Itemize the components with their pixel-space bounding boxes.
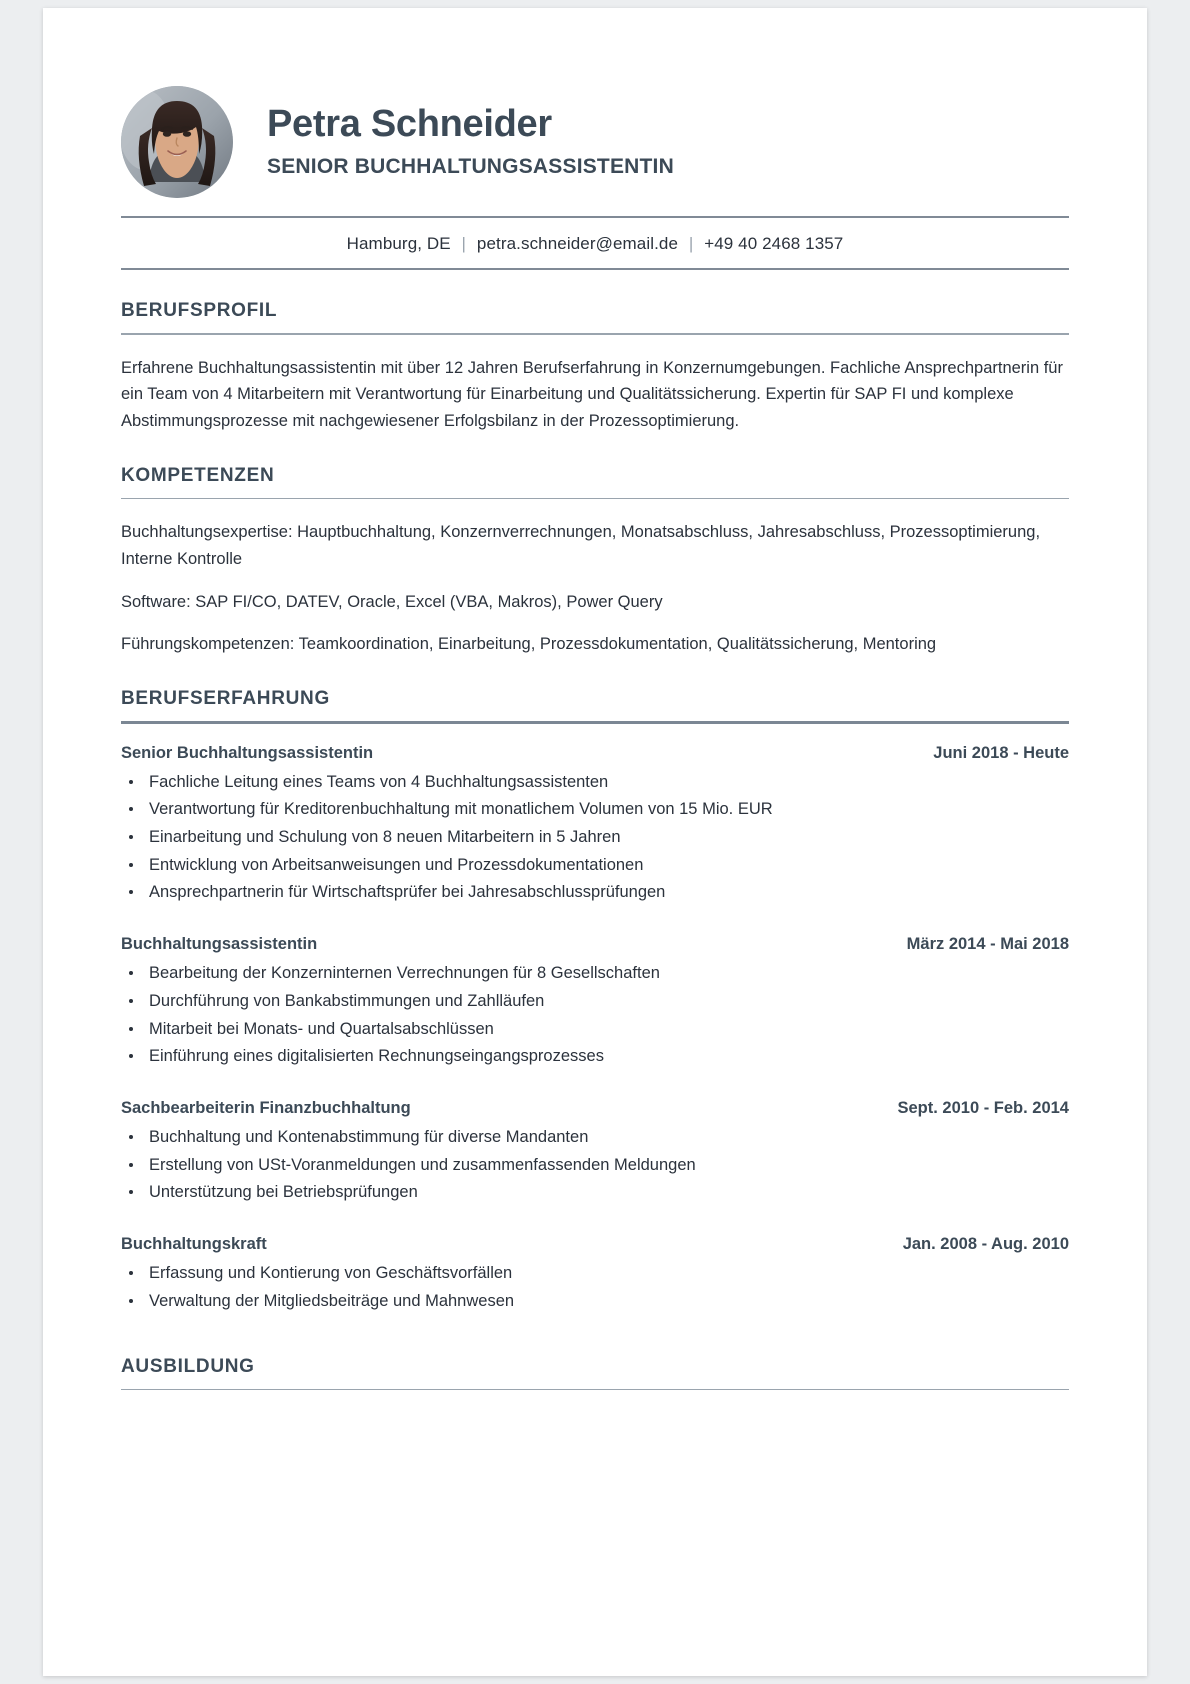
experience-bullets: [121, 1124, 1069, 1207]
education-spacer: [121, 1346, 1069, 1356]
list-item: Erstellung von USt-Voranmeldungen und zusammenfassenden Meldungen: [121, 1152, 1069, 1180]
contact-location: Hamburg, DE: [346, 234, 451, 253]
section-profile: [121, 300, 1069, 435]
section-heading-skills: KOMPETENZEN: [121, 464, 275, 486]
avatar: [121, 86, 233, 198]
list-item: Einarbeitung und Schulung von 8 neuen Mitarbeitern in 5 Jahren: [121, 824, 1069, 852]
experience-dates: Sept. 2010 - Feb. 2014: [897, 1099, 1069, 1117]
professional-title: SENIOR BUCHHALTUNGSASSISTENTIN: [267, 154, 674, 178]
experience-entry: [121, 1099, 1069, 1207]
list-item: Entwicklung von Arbeitsanweisungen und Prozessdokumentationen: [121, 852, 1069, 880]
section-divider-education: [121, 1389, 1069, 1391]
section-experience: [121, 688, 1069, 1316]
experience-entry-header: [121, 1235, 1069, 1254]
experience-bullets: [121, 769, 1069, 908]
contact-email[interactable]: petra.schneider@email.de: [476, 234, 679, 253]
experience-dates: März 2014 - Mai 2018: [906, 935, 1069, 954]
list-item: Einführung eines digitalisierten Rechnungseingangsprozesses: [121, 1043, 1069, 1071]
resume-header: [121, 86, 1069, 216]
list-item: Verwaltung der Mitgliedsbeiträge und Mahnwesen: [121, 1288, 1069, 1316]
section-heading-experience: BERUFSERFAHRUNG: [121, 688, 330, 710]
experience-role: Buchhaltungsassistentin: [121, 935, 318, 954]
skill-line: Buchhaltungsexpertise: Hauptbuchhaltung, Konzernverrechnungen, Monatsabschluss, Jahresabschluss, Prozessoptimierung, Interne Kontrolle: [121, 523, 1041, 568]
contact-bar: [121, 218, 1069, 268]
experience-dates: Jan. 2008 - Aug. 2010: [902, 1235, 1069, 1254]
list-item: Unterstützung bei Betriebsprüfungen: [121, 1179, 1069, 1207]
section-heading-education: AUSBILDUNG: [121, 1355, 255, 1377]
list-item: Verantwortung für Kreditorenbuchhaltung mit monatlichem Volumen von 15 Mio. EUR: [121, 796, 1069, 824]
experience-bullets: [121, 960, 1069, 1071]
profile-photo-icon: [121, 86, 233, 198]
experience-bullets: [121, 1260, 1069, 1315]
section-divider-skills: [121, 498, 1069, 500]
section-skills: [121, 465, 1069, 658]
name-block: [267, 105, 674, 179]
contact-phone[interactable]: +49 40 2468 1357: [704, 234, 844, 253]
experience-entry-header: [121, 935, 1069, 954]
contact-separator-1: |: [461, 234, 467, 253]
skill-line: Führungskompetenzen: Teamkoordination, Einarbeitung, Prozessdokumentation, Qualitätssicherung, Mentoring: [121, 635, 937, 654]
resume-document: [43, 8, 1147, 1676]
list-item: Ansprechpartnerin für Wirtschaftsprüfer bei Jahresabschlussprüfungen: [121, 879, 1069, 907]
experience-role: Buchhaltungskraft: [121, 1235, 267, 1254]
section-heading-profile: BERUFSPROFIL: [121, 300, 278, 321]
list-item: Erfassung und Kontierung von Geschäftsvorfällen: [121, 1260, 1069, 1288]
contact-divider: [121, 268, 1069, 270]
section-education: [121, 1346, 1069, 1391]
list-item: Mitarbeit bei Monats- und Quartalsabschlüssen: [121, 1016, 1069, 1044]
list-item: Buchhaltung und Kontenabstimmung für diverse Mandanten: [121, 1124, 1069, 1152]
profile-text: Erfahrene Buchhaltungsassistentin mit über 12 Jahren Berufserfahrung in Konzernumgebungen. Fachliche Ansprechpartnerin für ein Team von 4 Mitarbeitern mit Verantwortung für Einarbeitung und Qualitätssicherung. Expertin für SAP FI und komplexe Abstimmungsprozesse mit nachgewiesener Erfolgsbilanz in der Prozessoptimierung.: [121, 358, 1063, 430]
contact-separator-2: |: [688, 234, 694, 253]
experience-entry: [121, 744, 1069, 908]
experience-entry: [121, 935, 1069, 1071]
page-title: Petra Schneider: [267, 103, 552, 146]
section-divider-profile: [121, 333, 1069, 335]
section-divider-experience: [121, 721, 1069, 724]
experience-entry-header: [121, 744, 1069, 763]
experience-role: Senior Buchhaltungsassistentin: [121, 743, 374, 762]
experience-entry: [121, 1235, 1069, 1315]
experience-role: Sachbearbeiterin Finanzbuchhaltung: [121, 1099, 411, 1117]
experience-dates: Juni 2018 - Heute: [933, 743, 1069, 762]
list-item: Fachliche Leitung eines Teams von 4 Buchhaltungsassistenten: [121, 769, 1069, 797]
list-item: Durchführung von Bankabstimmungen und Zahlläufen: [121, 988, 1069, 1016]
list-item: Bearbeitung der Konzerninternen Verrechnungen für 8 Gesellschaften: [121, 960, 1069, 988]
skill-line: Software: SAP FI/CO, DATEV, Oracle, Excel (VBA, Makros), Power Query: [121, 592, 663, 611]
experience-entry-header: [121, 1099, 1069, 1118]
